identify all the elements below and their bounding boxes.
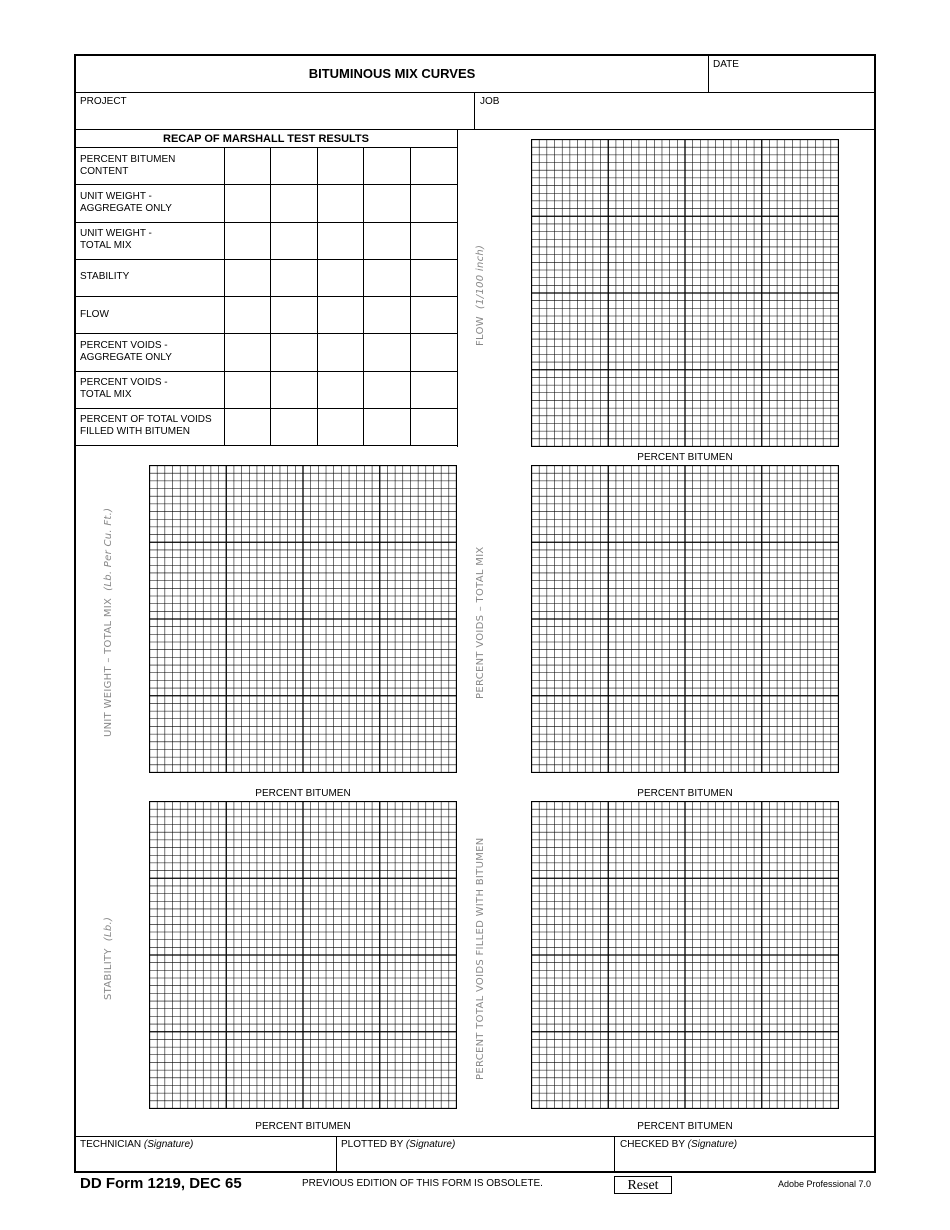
job-label: JOB <box>480 96 500 107</box>
plotted-by-signature-field[interactable] <box>338 1152 612 1171</box>
recap-value-cell[interactable] <box>318 372 362 407</box>
spacer <box>103 941 114 948</box>
divider <box>75 1136 875 1137</box>
recap-value-cell[interactable] <box>271 334 316 369</box>
recap-value-cell[interactable] <box>225 334 269 369</box>
spacer <box>475 309 486 316</box>
x-axis-label: PERCENT BITUMEN <box>255 1121 351 1132</box>
recap-value-cell[interactable] <box>364 297 409 332</box>
recap-value-cell[interactable] <box>271 260 316 295</box>
y-axis-label <box>475 244 486 345</box>
recap-value-cell[interactable] <box>364 148 409 183</box>
recap-value-cell[interactable] <box>318 409 362 444</box>
grid-chart-voids-total[interactable] <box>531 465 839 773</box>
recap-row-label <box>80 271 220 283</box>
recap-row-label-line: UNIT WEIGHT - <box>80 190 152 202</box>
y-axis-label-main: PERCENT TOTAL VOIDS FILLED WITH BITUMEN <box>475 836 486 1080</box>
recap-value-cell[interactable] <box>318 223 362 258</box>
checked-by-text: CHECKED BY <box>620 1139 685 1150</box>
recap-row-label <box>80 414 220 438</box>
y-axis-label <box>103 916 114 999</box>
x-axis-label: PERCENT BITUMEN <box>637 788 733 799</box>
signature-hint: (Signature) <box>405 1139 456 1150</box>
y-axis-label-main: UNIT WEIGHT – TOTAL MIX <box>103 597 114 737</box>
recap-value-cell[interactable] <box>225 409 269 444</box>
date-field[interactable] <box>709 70 874 92</box>
recap-value-cell[interactable] <box>411 185 456 220</box>
recap-row-label-line: UNIT WEIGHT - <box>80 228 152 240</box>
recap-row-label-line: PERCENT OF TOTAL VOIDS <box>80 414 212 426</box>
recap-value-cell[interactable] <box>364 260 409 295</box>
plotted-by-label <box>341 1139 455 1151</box>
recap-row-label-line: PERCENT VOIDS - <box>80 377 168 389</box>
graph-paper <box>531 139 839 447</box>
y-axis-label-main: PERCENT VOIDS – TOTAL MIX <box>475 545 486 699</box>
signature-hint: (Signature) <box>687 1139 738 1150</box>
recap-value-cell[interactable] <box>364 372 409 407</box>
divider <box>270 147 271 445</box>
recap-value-cell[interactable] <box>318 297 362 332</box>
recap-value-cell[interactable] <box>364 334 409 369</box>
recap-row-label-line: AGGREGATE ONLY <box>80 202 172 214</box>
date-label: DATE <box>713 59 739 70</box>
grid-chart-unit-weight[interactable] <box>149 465 457 773</box>
grid-chart-flow[interactable] <box>531 139 839 447</box>
recap-row-label <box>80 228 220 252</box>
x-axis-label: PERCENT BITUMEN <box>637 452 733 463</box>
divider <box>474 92 475 130</box>
x-axis-label: PERCENT BITUMEN <box>637 1121 733 1132</box>
form-number: DD Form 1219, DEC 65 <box>80 1175 242 1192</box>
divider <box>457 147 458 445</box>
recap-value-cell[interactable] <box>271 185 316 220</box>
recap-value-cell[interactable] <box>411 260 456 295</box>
y-axis-label-main: FLOW <box>475 315 486 346</box>
divider <box>336 1136 337 1172</box>
software-note: Adobe Professional 7.0 <box>778 1179 872 1189</box>
divider <box>75 92 875 93</box>
graph-paper <box>531 465 839 773</box>
recap-value-cell[interactable] <box>411 409 456 444</box>
graph-paper <box>149 801 457 1109</box>
recap-value-cell[interactable] <box>411 223 456 258</box>
recap-value-cell[interactable] <box>271 223 316 258</box>
job-field[interactable] <box>476 108 874 128</box>
recap-value-cell[interactable] <box>411 334 456 369</box>
divider <box>75 445 457 446</box>
recap-title: RECAP OF MARSHALL TEST RESULTS <box>163 133 369 145</box>
graph-paper <box>149 465 457 773</box>
recap-row-label-line: FLOW <box>80 308 109 320</box>
recap-row-label <box>80 191 220 215</box>
recap-value-cell[interactable] <box>411 297 456 332</box>
recap-value-cell[interactable] <box>225 297 269 332</box>
recap-row-label-line: CONTENT <box>80 165 129 177</box>
project-label: PROJECT <box>80 96 127 107</box>
technician-text: TECHNICIAN <box>80 1139 142 1150</box>
divider <box>363 147 364 445</box>
recap-value-cell[interactable] <box>318 148 362 183</box>
recap-row-label-line: AGGREGATE ONLY <box>80 351 172 363</box>
x-axis-label: PERCENT BITUMEN <box>255 788 351 799</box>
technician-signature-field[interactable] <box>76 1152 334 1171</box>
recap-row-label-line: PERCENT BITUMEN <box>80 153 176 165</box>
grid-chart-voids-filled[interactable] <box>531 801 839 1109</box>
y-axis-label-unit: (Lb.) <box>103 916 114 941</box>
recap-value-cell[interactable] <box>364 409 409 444</box>
recap-row-label-line: FILLED WITH BITUMEN <box>80 426 191 438</box>
recap-row-label-line: TOTAL MIX <box>80 240 132 252</box>
recap-row-label <box>80 154 220 178</box>
edition-note: PREVIOUS EDITION OF THIS FORM IS OBSOLETE. <box>302 1178 543 1189</box>
recap-value-cell[interactable] <box>271 372 316 407</box>
divider <box>614 1136 615 1172</box>
y-axis-label-unit: (1/100 inch) <box>475 244 486 309</box>
graph-paper <box>531 801 839 1109</box>
recap-value-cell[interactable] <box>225 260 269 295</box>
recap-value-cell[interactable] <box>318 260 362 295</box>
checked-by-signature-field[interactable] <box>616 1152 874 1171</box>
plotted-by-text: PLOTTED BY <box>341 1139 404 1150</box>
recap-row-label <box>80 309 220 321</box>
recap-value-cell[interactable] <box>411 372 456 407</box>
recap-value-cell[interactable] <box>364 223 409 258</box>
y-axis-label-unit: (Lb. Per Cu. Ft.) <box>103 507 114 591</box>
recap-value-cell[interactable] <box>271 297 316 332</box>
recap-value-cell[interactable] <box>411 148 456 183</box>
y-axis-label <box>475 837 486 1080</box>
divider <box>75 129 875 130</box>
recap-value-cell[interactable] <box>364 185 409 220</box>
signature-hint: (Signature) <box>143 1139 194 1150</box>
divider <box>410 147 411 445</box>
form-title: BITUMINOUS MIX CURVES <box>308 66 476 81</box>
recap-row-label <box>80 377 220 401</box>
recap-value-cell[interactable] <box>225 148 269 183</box>
recap-row-label <box>80 340 220 364</box>
y-axis-label <box>103 507 114 736</box>
recap-value-cell[interactable] <box>225 223 269 258</box>
recap-row-label-line: PERCENT VOIDS - <box>80 339 168 351</box>
recap-value-cell[interactable] <box>318 334 362 369</box>
recap-value-cell[interactable] <box>225 185 269 220</box>
project-field[interactable] <box>76 108 473 128</box>
grid-chart-stability[interactable] <box>149 801 457 1109</box>
divider <box>224 147 225 445</box>
technician-label <box>80 1139 193 1151</box>
y-axis-label-main: STABILITY <box>103 947 114 1000</box>
recap-row-label-line: TOTAL MIX <box>80 389 132 401</box>
divider <box>317 147 318 445</box>
recap-row-label-line: STABILITY <box>80 271 130 283</box>
recap-value-cell[interactable] <box>271 148 316 183</box>
recap-value-cell[interactable] <box>271 409 316 444</box>
reset-button[interactable]: Reset <box>614 1176 672 1194</box>
checked-by-label <box>620 1139 737 1151</box>
recap-value-cell[interactable] <box>225 372 269 407</box>
y-axis-label <box>475 546 486 699</box>
recap-value-cell[interactable] <box>318 185 362 220</box>
spacer <box>103 590 114 597</box>
